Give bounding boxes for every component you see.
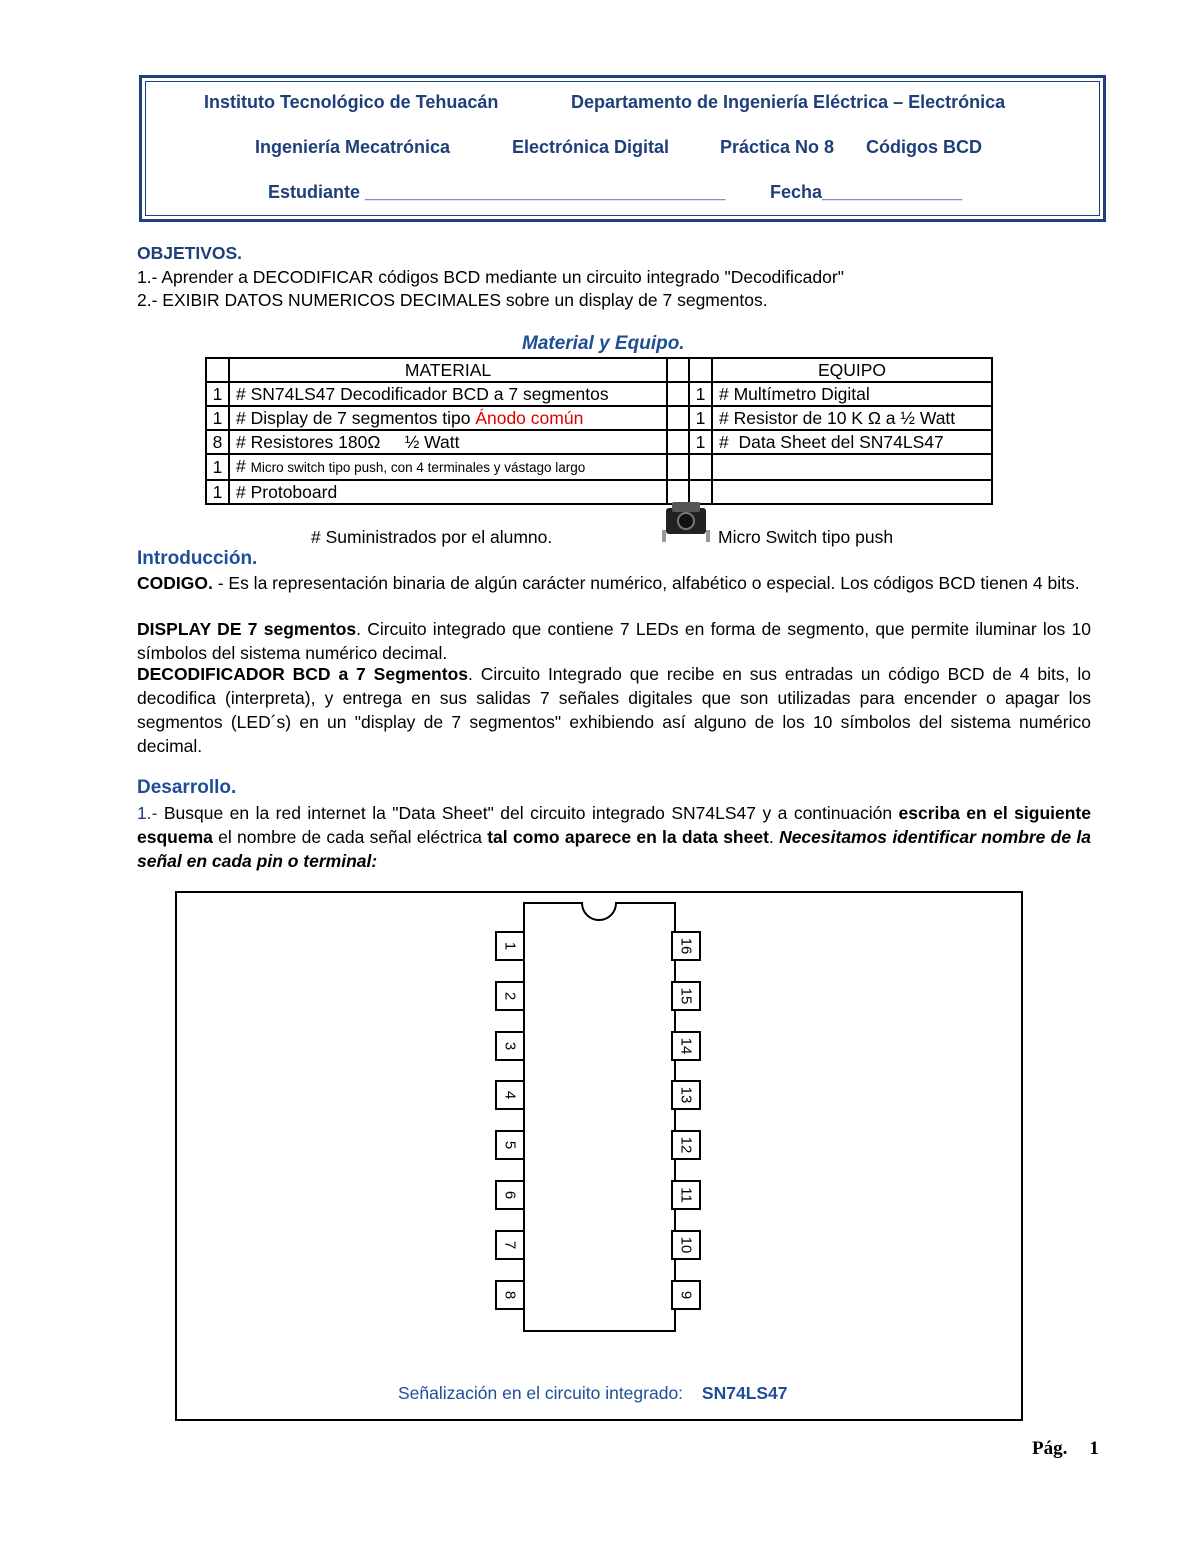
- student-field[interactable]: [268, 182, 725, 203]
- date-line: ______________: [822, 182, 963, 202]
- pin-12: 12: [671, 1130, 701, 1160]
- material-header: MATERIAL: [229, 358, 667, 382]
- development-step-1: 1.- Busque en la red internet la "Data Sheet" del circuito integrado SN74LS47 y a continuación escriba en el siguiente esquema el nombre de cada señal eléctrica tal como aparece en la data sheet. Necesitamos identificar nombre de la señal en cada pin o terminal:: [137, 803, 1091, 871]
- chip-body: [522, 901, 677, 1333]
- chip-figure: [175, 891, 1023, 1421]
- table-row: 1 # Micro switch tipo push, con 4 terminales y vástago largo: [206, 454, 992, 480]
- pin-7: 7: [495, 1230, 525, 1260]
- pin-10: 10: [671, 1230, 701, 1260]
- objective-1: 1.- Aprender a DECODIFICAR códigos BCD mediante un circuito integrado "Decodificador": [137, 267, 844, 287]
- pin-15: 15: [671, 981, 701, 1011]
- pin-16: 16: [671, 931, 701, 961]
- pin-6: 6: [495, 1180, 525, 1210]
- intro-paragraph-3: DECODIFICADOR BCD a 7 Segmentos. Circuito Integrado que recibe en sus entradas un código BCD de 4 bits, lo decodifica (interpreta), y entrega en sus salidas 7 señales digitales que son utilizadas para encender o apagar los segmentos (LED´s) en un "display de 7 segmentos" exhibiendo así alguno de los 10 símbolos del sistema numérico decimal.: [137, 664, 1091, 756]
- pin-13: 13: [671, 1080, 701, 1110]
- header-box: [139, 75, 1106, 222]
- anode-type: Ánodo común: [475, 408, 584, 428]
- table-row: 8 # Resistores 180Ω ½ Watt 1 # Data Sheet del SN74LS47: [206, 430, 992, 454]
- micro-switch-image: [658, 500, 718, 544]
- student-label: Estudiante: [268, 182, 361, 202]
- pin-9: 9: [671, 1280, 701, 1310]
- development-title: Desarrollo.: [137, 777, 237, 798]
- table-row: 1 # Protoboard: [206, 480, 992, 504]
- intro-paragraph-1: CODIGO. - Es la representación binaria de algún carácter numérico, alfabético o especial. Los códigos BCD tienen 4 bits.: [137, 573, 1080, 593]
- date-label: Fecha: [770, 182, 823, 202]
- practice-number: Práctica No 8: [720, 137, 835, 157]
- objective-2: 2.- EXIBIR DATOS NUMERICOS DECIMALES sobre un display de 7 segmentos.: [137, 290, 768, 310]
- pin-5: 5: [495, 1130, 525, 1160]
- table-row: 1 # SN74LS47 Decodificador BCD a 7 segmentos 1 # Multímetro Digital: [206, 382, 992, 406]
- pin-8: 8: [495, 1280, 525, 1310]
- institute-name: Instituto Tecnológico de Tehuacán: [204, 92, 499, 112]
- pin-2: 2: [495, 981, 525, 1011]
- supplied-note: # Suministrados por el alumno.: [311, 527, 553, 547]
- career-name: Ingeniería Mecatrónica: [255, 137, 451, 157]
- pin-14: 14: [671, 1031, 701, 1061]
- objectives-title: OBJETIVOS.: [137, 243, 243, 263]
- department-name: Departamento de Ingeniería Eléctrica – Electrónica: [571, 92, 1006, 112]
- intro-title: Introducción.: [137, 548, 258, 569]
- materials-title: Material y Equipo.: [522, 333, 685, 354]
- pin-11: 11: [671, 1180, 701, 1210]
- student-line: ____________________________________: [365, 182, 726, 202]
- subject-name: Electrónica Digital: [512, 137, 670, 157]
- intro-paragraph-2: DISPLAY DE 7 segmentos. Circuito integrado que contiene 7 LEDs en forma de segmento, que permite iluminar los 10 símbolos del sistema numérico decimal.: [137, 619, 1091, 663]
- page-number: Pág. 1: [1032, 1438, 1099, 1459]
- table-row: 1 # Display de 7 segmentos tipo Ánodo común 1 # Resistor de 10 K Ω a ½ Watt: [206, 406, 992, 430]
- pin-4: 4: [495, 1080, 525, 1110]
- switch-caption: Micro Switch tipo push: [718, 527, 894, 547]
- pin-1: 1: [495, 931, 525, 961]
- materials-table: [205, 357, 993, 505]
- date-field[interactable]: [770, 182, 962, 203]
- pin-3: 3: [495, 1031, 525, 1061]
- practice-topic: Códigos BCD: [866, 137, 982, 157]
- chip-name: SN74LS47: [701, 1383, 788, 1403]
- caption-text: Señalización en el circuito integrado:: [398, 1383, 684, 1403]
- equipment-header: EQUIPO: [712, 358, 992, 382]
- figure-caption: [398, 1383, 788, 1404]
